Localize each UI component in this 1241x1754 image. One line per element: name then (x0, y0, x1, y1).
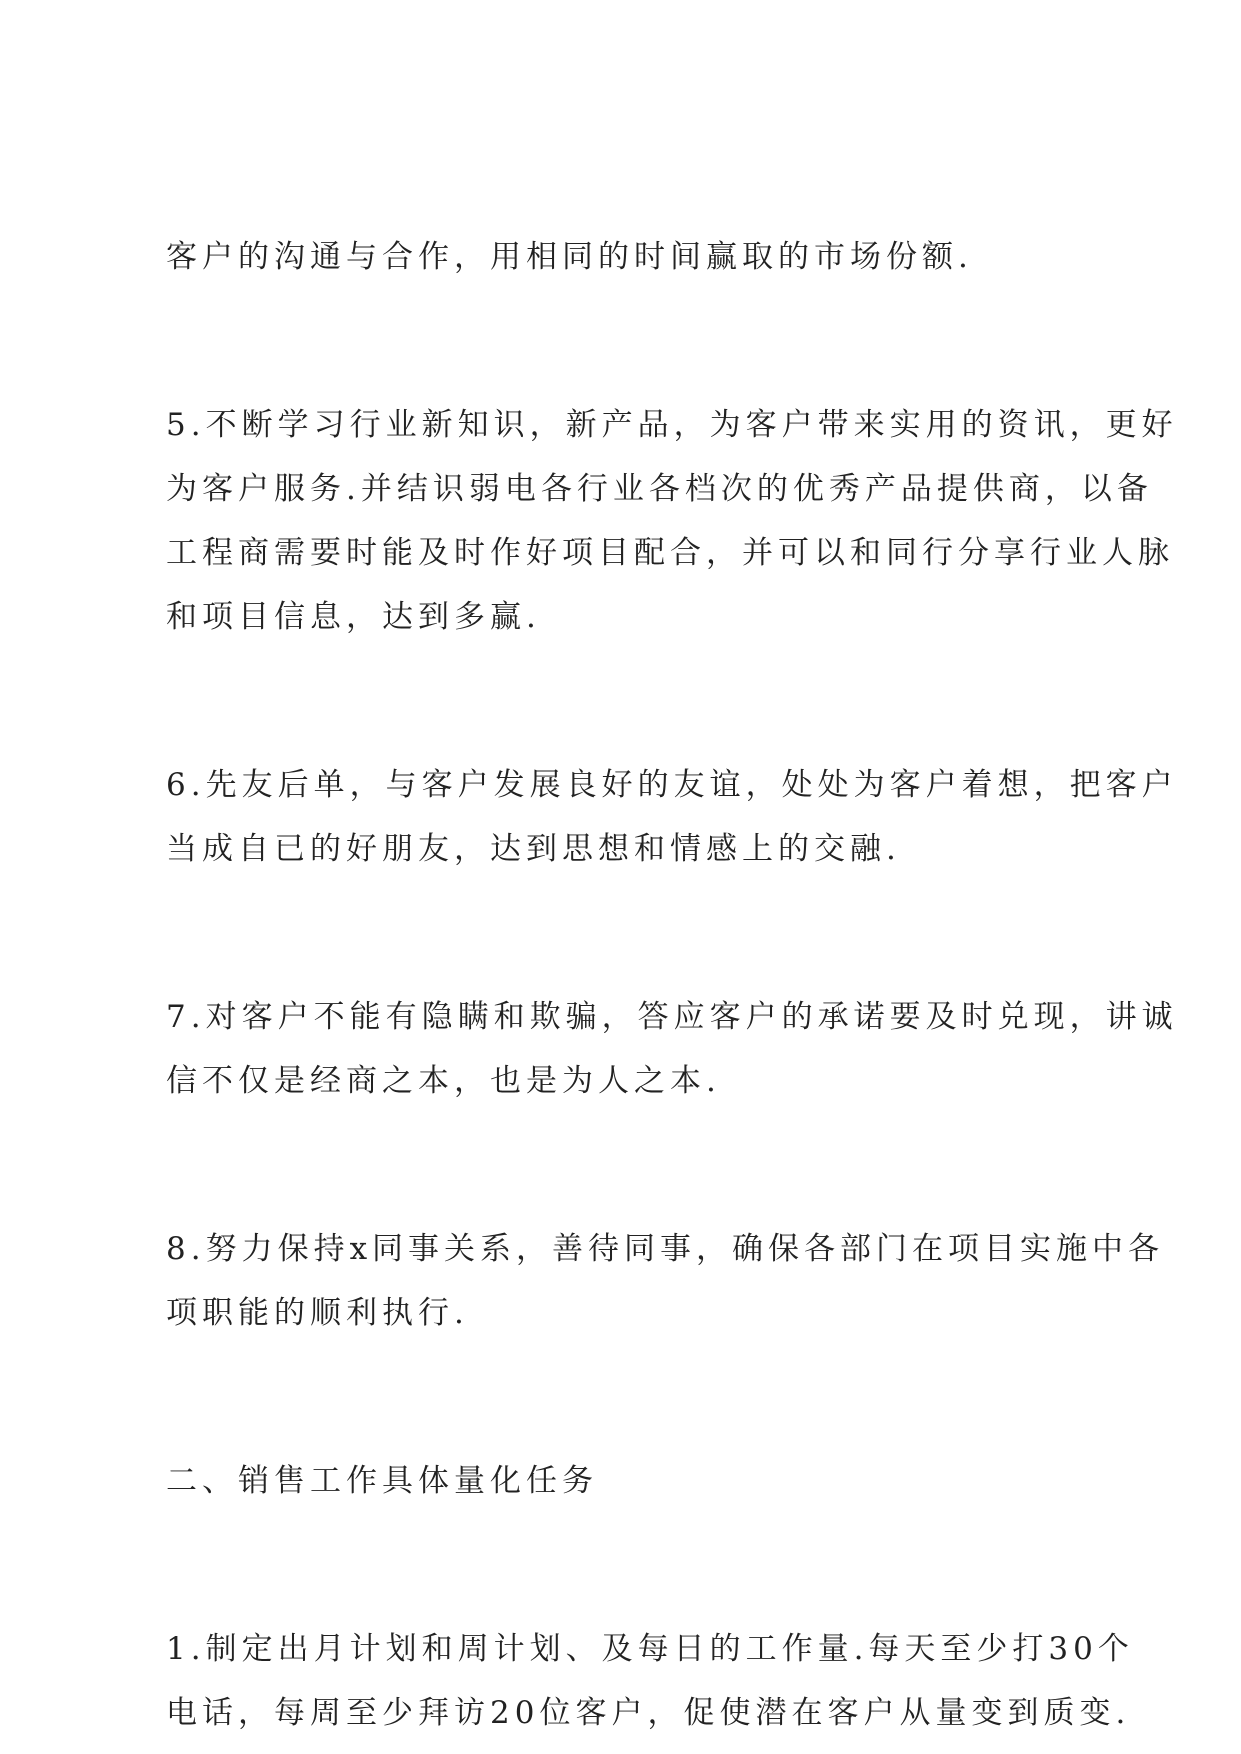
paragraph-gap (166, 289, 1106, 393)
heading-line: 二、销售工作具体量化任务 (166, 1463, 598, 1499)
paragraph-item-1 (166, 1617, 1134, 1745)
section-heading (166, 1449, 1106, 1513)
text-line: 8.努力保持x同事关系，善待同事，确保各部门在项目实施中各 (166, 1231, 1165, 1267)
paragraph-gap (166, 1513, 1106, 1617)
paragraph-item-7 (166, 985, 1178, 1113)
document-body (166, 225, 1178, 1745)
paragraph-gap (166, 1113, 1106, 1217)
paragraph-item-5 (166, 393, 1178, 649)
text-line: 和项目信息，达到多赢. (166, 599, 541, 635)
text-line: 6.先友后单，与客户发展良好的友谊，处处为客户着想，把客户 (166, 767, 1178, 803)
text-line: 5.不断学习行业新知识，新产品，为客户带来实用的资讯，更好 (166, 407, 1178, 443)
paragraph-gap (166, 649, 1106, 753)
text-line: 1.制定出月计划和周计划、及每日的工作量.每天至少打30个 (166, 1631, 1134, 1667)
text-line: 为客户服务.并结识弱电各行业各档次的优秀产品提供商，以备 (166, 471, 1153, 507)
text-line: 电话，每周至少拜访20位客户，促使潜在客户从量变到质变. (166, 1695, 1131, 1731)
text-line: 7.对客户不能有隐瞒和欺骗，答应客户的承诺要及时兑现，讲诚 (166, 999, 1178, 1035)
paragraph-item-6 (166, 753, 1178, 881)
text-line: 客户的沟通与合作，用相同的时间赢取的市场份额. (166, 239, 973, 275)
paragraph-gap (166, 881, 1106, 985)
text-line: 项职能的顺利执行. (166, 1295, 469, 1331)
paragraph-gap (166, 1345, 1106, 1449)
text-line: 信不仅是经商之本，也是为人之本. (166, 1063, 721, 1099)
paragraph-continuation (166, 225, 1106, 289)
text-line: 当成自已的好朋友，达到思想和情感上的交融. (166, 831, 901, 867)
paragraph-item-8 (166, 1217, 1165, 1345)
text-line: 工程商需要时能及时作好项目配合，并可以和同行分享行业人脉 (166, 535, 1174, 571)
